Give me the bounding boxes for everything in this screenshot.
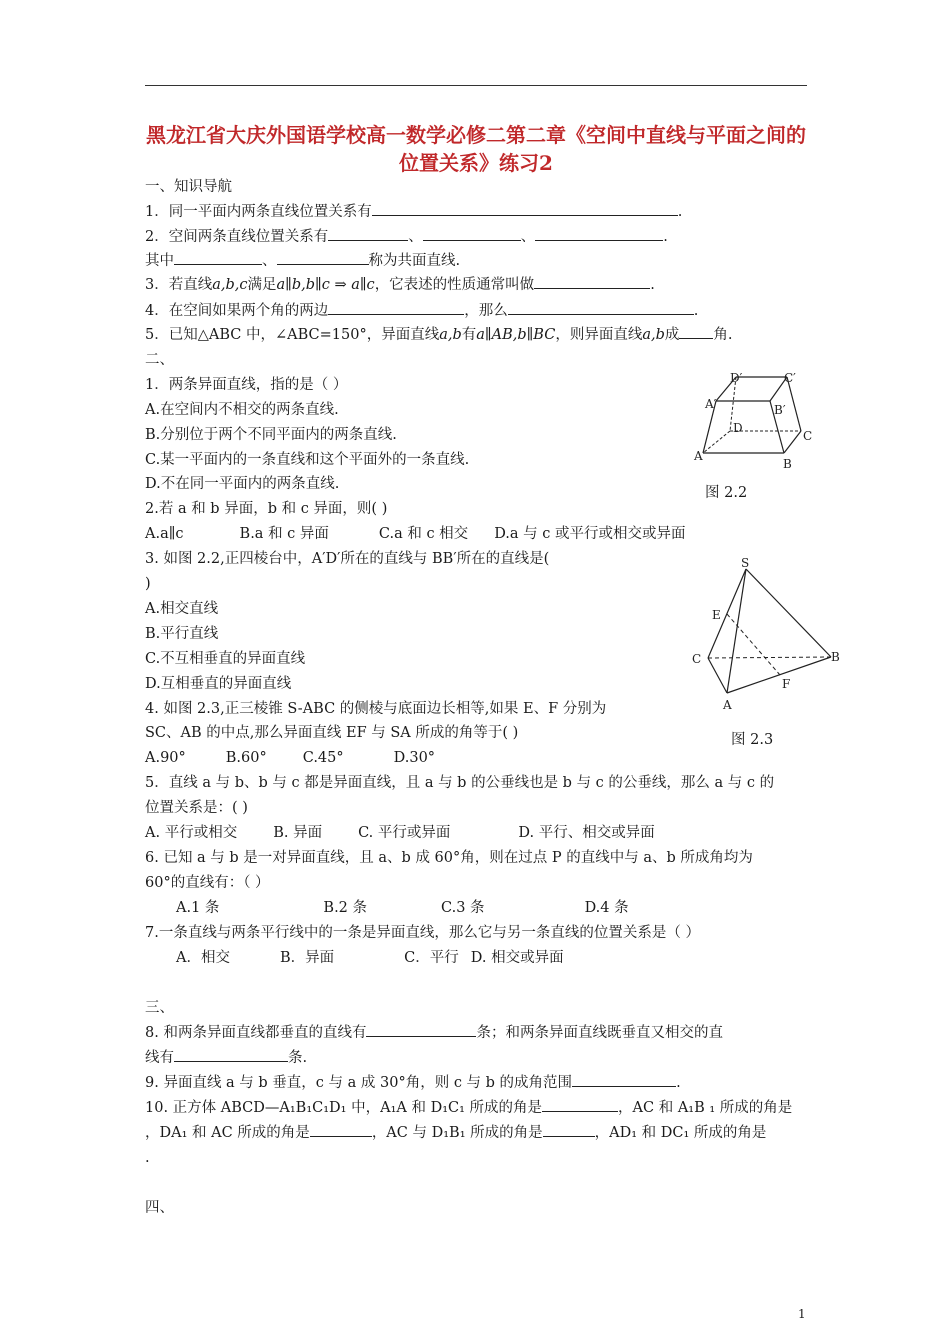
question-2-4-cont: SC、AB 的中点,那么异面直线 EF 与 SA 所成的角等于( ) xyxy=(145,725,519,741)
question-2-2: 2.若 a 和 b 异面，b 和 c 异面，则( ) xyxy=(145,501,388,517)
question-2-6-cont: 60°的直线有：（ ） xyxy=(145,875,270,891)
answer-blank[interactable] xyxy=(174,250,262,265)
answer-blank[interactable] xyxy=(543,1122,595,1137)
option-2-1-a: A.在空间内不相交的两条直线. xyxy=(145,402,339,418)
answer-blank[interactable] xyxy=(423,226,521,241)
option-2-1-d: D.不在同一平面内的两条直线. xyxy=(145,476,340,492)
question-1-3: 3．若直线a,b,c满足a∥b,b∥c ⇒ a∥c，它表述的性质通常叫做 . xyxy=(145,274,655,296)
section-4-heading: 四、 xyxy=(145,1200,174,1216)
answer-blank[interactable] xyxy=(174,1047,288,1062)
answer-blank[interactable] xyxy=(572,1072,676,1087)
option-2-1-c: C.某一平面内的一条直线和这个平面外的一条直线. xyxy=(145,452,470,468)
section-2-heading: 二、 xyxy=(145,352,174,368)
answer-blank[interactable] xyxy=(534,274,650,289)
option-2-3-b: B.平行直线 xyxy=(145,626,219,642)
option-2-3-a: A.相交直线 xyxy=(145,601,219,617)
label-d: D xyxy=(733,421,743,435)
header-rule xyxy=(145,85,807,86)
question-1-5: 5．已知△ABC 中，∠ABC=150°，异面直线a,b有a∥AB,b∥BC，则异面直线a,b成 角. xyxy=(145,324,732,346)
label-a: A xyxy=(723,698,732,712)
question-2-4: 4. 如图 2.3,正三棱锥 S-ABC 的侧棱与底面边长相等,如果 E、F 分别为 xyxy=(145,701,607,717)
question-2-6: 6. 已知 a 与 b 是一对异面直线，且 a、b 成 60°角，则在过点 P 的直线中与 a、b 所成角均为 xyxy=(145,850,753,866)
answer-blank[interactable] xyxy=(277,250,369,265)
label-c: C xyxy=(692,652,702,666)
page-number: 1 xyxy=(798,1307,806,1321)
answer-blank[interactable] xyxy=(310,1122,372,1137)
answer-blank[interactable] xyxy=(508,300,694,315)
document-title: 黑龙江省大庆外国语学校高一数学必修二第二章《空间中直线与平面之间的位置关系》练习2 xyxy=(146,123,806,175)
label-b: B xyxy=(831,650,840,664)
question-3-8-cont: 线有 条. xyxy=(145,1047,307,1069)
figure-2-3-caption: 图 2.3 xyxy=(731,732,774,748)
options-2-6: A.1 条 B.2 条 C.3 条 D.4 条 xyxy=(176,900,629,916)
section-3-heading: 三、 xyxy=(145,1000,174,1016)
question-2-5-cont: 位置关系是：( ) xyxy=(145,800,248,816)
answer-blank[interactable] xyxy=(535,226,663,241)
question-2-1: 1．两条异面直线，指的是（ ） xyxy=(145,377,348,393)
question-2-5: 5．直线 a 与 b、b 与 c 都是异面直线，且 a 与 b 的公垂线也是 b 与 c 的公垂线，那么 a 与 c 的 xyxy=(145,775,775,791)
label-b-prime: B′ xyxy=(774,403,786,417)
options-2-5: A. 平行或相交 B. 异面 C. 平行或异面 D. 平行、相交或异面 xyxy=(145,825,655,841)
label-a-prime: A′ xyxy=(705,397,717,411)
label-c: C xyxy=(803,429,813,443)
answer-blank[interactable] xyxy=(328,226,408,241)
answer-blank[interactable] xyxy=(679,324,713,339)
question-3-10-cont: ，DA₁ 和 AC 所成的角是 ，AC 与 D₁B₁ 所成的角是 ，AD₁ 和 DC₁ 所成的角是 xyxy=(145,1122,766,1144)
label-e: E xyxy=(712,608,721,622)
question-1-2-cont: 其中 、 称为共面直线. xyxy=(145,250,460,272)
question-3-8: 8. 和两条异面直线都垂直的直线有 条；和两条异面直线既垂直又相交的直 xyxy=(145,1022,723,1044)
question-3-9: 9. 异面直线 a 与 b 垂直，c 与 a 成 30°角，则 c 与 b 的成角范围 . xyxy=(145,1072,681,1094)
options-2-2: A.a∥c B.a 和 c 异面 C.a 和 c 相交 D.a 与 c 或平行或相交或异面 xyxy=(145,526,686,542)
label-c-prime: C′ xyxy=(784,371,796,385)
options-2-4: A.90° B.60° C.45° D.30° xyxy=(145,750,436,766)
figure-2-3-pyramid xyxy=(688,557,848,713)
options-2-7: A．相交 B．异面 C．平行 D. 相交或异面 xyxy=(176,950,564,966)
question-2-7: 7.一条直线与两条平行线中的一条是异面直线，那么它与另一条直线的位置关系是（ ） xyxy=(145,925,700,941)
section-1-heading: 一、知识导航 xyxy=(145,179,232,195)
answer-blank[interactable] xyxy=(372,201,678,216)
question-2-3: 3. 如图 2.2,正四棱台中，A′D′所在的直线与 BB′所在的直线是( xyxy=(145,551,550,567)
question-2-3-cont: ) xyxy=(145,576,151,592)
label-d-prime: D′ xyxy=(730,371,743,385)
answer-blank[interactable] xyxy=(328,300,464,315)
figure-2-2-frustum xyxy=(690,368,820,472)
answer-blank[interactable] xyxy=(366,1022,476,1037)
label-f: F xyxy=(782,677,791,691)
figure-2-2-caption: 图 2.2 xyxy=(705,485,748,501)
option-2-1-b: B.分别位于两个不同平面内的两条直线. xyxy=(145,427,397,443)
label-a: A xyxy=(694,449,703,463)
question-3-10-end: . xyxy=(145,1150,150,1166)
question-1-4: 4．在空间如果两个角的两边 ，那么 . xyxy=(145,300,698,322)
option-2-3-c: C.不互相垂直的异面直线 xyxy=(145,651,306,667)
label-b: B xyxy=(783,457,792,471)
option-2-3-d: D.互相垂直的异面直线 xyxy=(145,676,292,692)
question-1-2: 2．空间两条直线位置关系有 、 、 . xyxy=(145,226,668,248)
question-1-1: 1．同一平面内两条直线位置关系有 . xyxy=(145,201,682,223)
question-3-10: 10. 正方体 ABCD—A₁B₁C₁D₁ 中，A₁A 和 D₁C₁ 所成的角是 ，AC 和 A₁B ₁ 所成的角是 xyxy=(145,1097,792,1119)
label-s: S xyxy=(741,557,750,570)
answer-blank[interactable] xyxy=(542,1097,618,1112)
